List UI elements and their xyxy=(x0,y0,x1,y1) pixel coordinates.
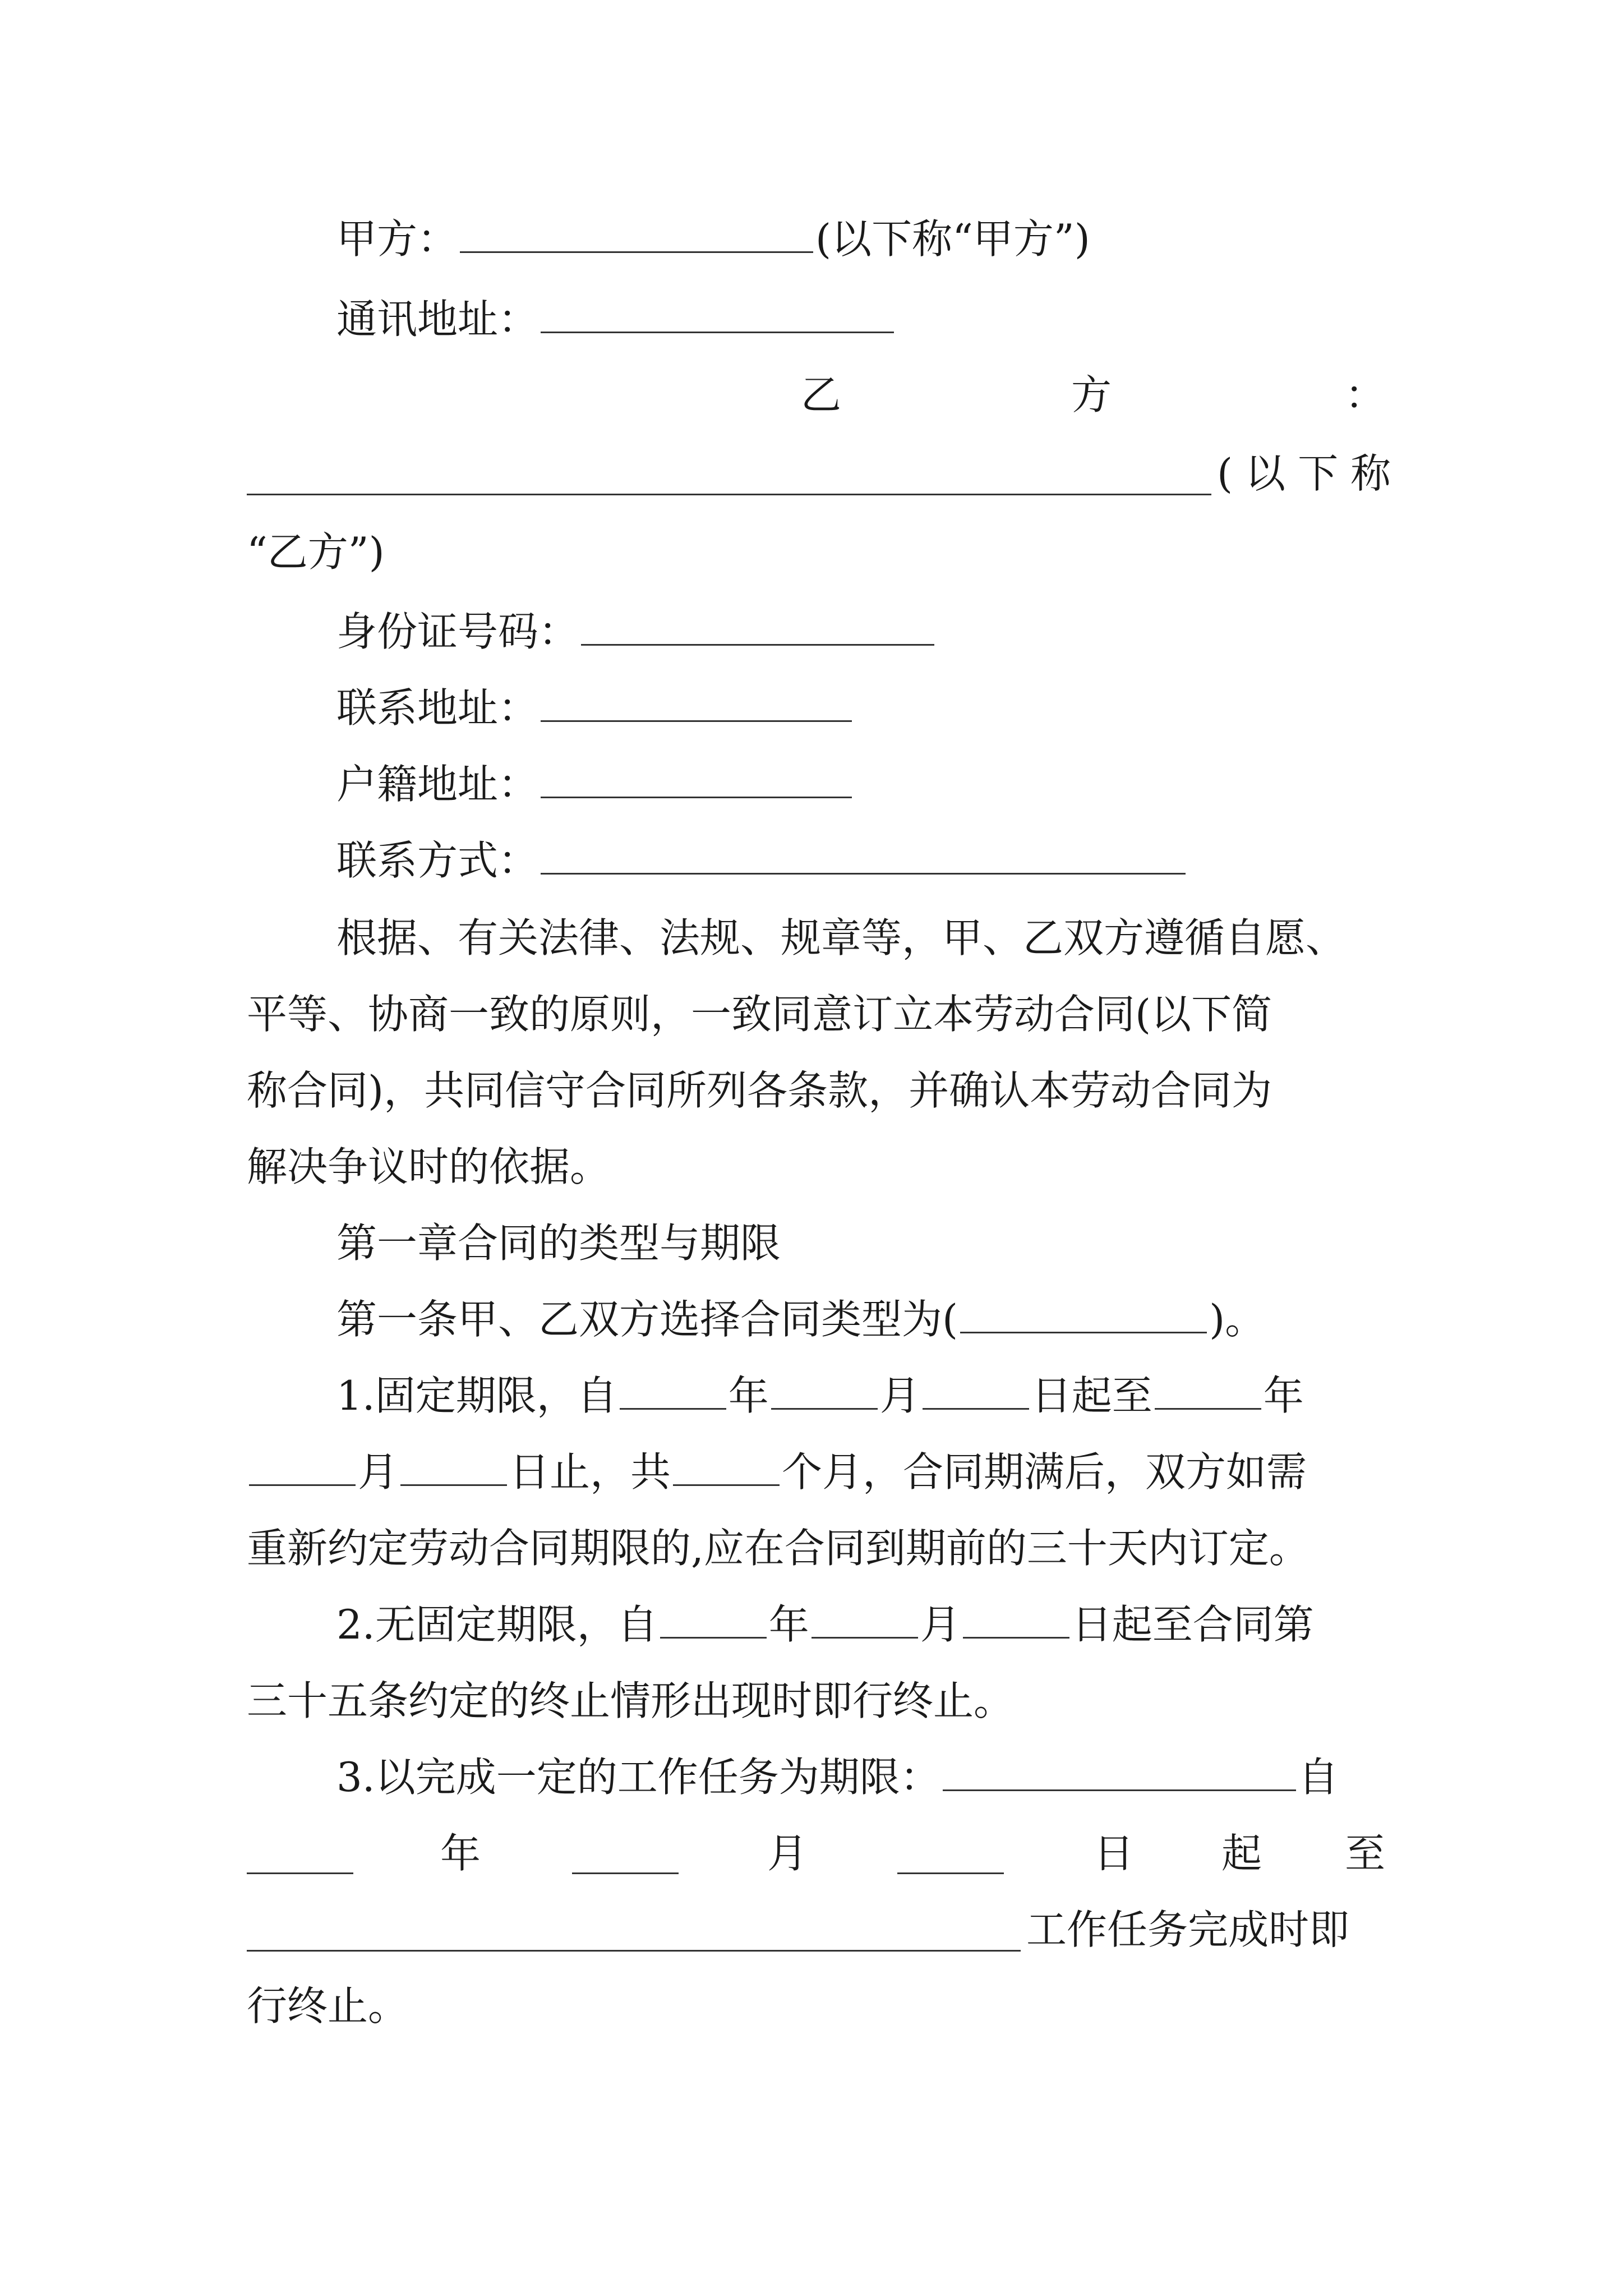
party-b-household-address-label: 户籍地址： xyxy=(336,761,539,808)
item-3-year-field[interactable] xyxy=(247,1872,353,1874)
item-1-end-month-label: 月 xyxy=(358,1448,399,1496)
item-1-line-2 xyxy=(247,1448,1307,1496)
party-b-contact-method-label: 联系方式： xyxy=(336,837,539,884)
item-1-start-year-label: 年 xyxy=(728,1372,769,1419)
item-3-month-field[interactable] xyxy=(572,1872,679,1874)
party-b-household-address-line xyxy=(336,761,854,808)
party-b-colon: ： xyxy=(1345,371,1386,418)
item-2-line-2: 三十五条约定的终止情形出现时即行终止。 xyxy=(247,1677,1015,1724)
item-3-from: 自 xyxy=(1298,1754,1339,1801)
party-a-suffix: (以下称“甲方”) xyxy=(815,215,1090,263)
party-a-line xyxy=(336,215,1090,263)
preamble-line-3: 称合同)，共同信守合同所列各条款，并确认本劳动合同为 xyxy=(247,1067,1272,1114)
party-b-id-field[interactable] xyxy=(581,642,934,646)
party-a-address-label: 通讯地址： xyxy=(336,296,539,343)
item-1-months-field[interactable] xyxy=(673,1482,780,1486)
party-b-contact-address-line xyxy=(336,684,854,731)
item-1-day-to-label: 日止，共 xyxy=(509,1448,671,1496)
item-3-line-1 xyxy=(336,1754,1339,1801)
item-3-month-label: 月 xyxy=(767,1830,808,1877)
item-2-day-field[interactable] xyxy=(963,1635,1069,1639)
preamble-line-2: 平等、协商一致的原则，一致同意订立本劳动合同(以下简 xyxy=(247,991,1272,1038)
item-1-start-month-field[interactable] xyxy=(771,1406,878,1410)
item-2-year-field[interactable] xyxy=(660,1635,767,1639)
item-2-month-field[interactable] xyxy=(811,1635,918,1639)
item-1-line-1 xyxy=(336,1372,1304,1419)
party-b-contact-method-line xyxy=(336,837,1188,884)
item-1-start-month-label: 月 xyxy=(879,1372,920,1419)
item-1-day-from-label: 日起至 xyxy=(1031,1372,1152,1419)
item-3-year-label: 年 xyxy=(440,1830,481,1877)
party-a-label: 甲方： xyxy=(336,215,458,263)
party-b-id-line xyxy=(336,608,937,655)
party-b-contact-address-field[interactable] xyxy=(541,718,852,722)
item-3-zhi-label: 至 xyxy=(1345,1830,1386,1877)
item-2-month-label: 月 xyxy=(920,1601,961,1648)
party-a-address-line xyxy=(336,296,896,343)
preamble-line-1: 根据、有关法律、法规、规章等，甲、乙双方遵循自愿、 xyxy=(336,914,1347,961)
party-b-suffix-tail: “乙方”) xyxy=(247,528,385,576)
item-1-start-year-field[interactable] xyxy=(620,1406,726,1410)
item-3-task-end-field[interactable] xyxy=(247,1950,1021,1952)
item-2-day-tail: 日起至合同第 xyxy=(1071,1601,1314,1648)
party-b-char-1: 乙 xyxy=(801,371,842,418)
item-1-end-year-label: 年 xyxy=(1263,1372,1304,1419)
party-b-id-label: 身份证号码： xyxy=(336,608,579,655)
item-1-end-year-field[interactable] xyxy=(1155,1406,1261,1410)
item-1-start-day-field[interactable] xyxy=(923,1406,1029,1410)
item-3-line-4: 行终止。 xyxy=(247,1982,409,2030)
item-3-day-label: 日 xyxy=(1094,1830,1135,1877)
party-b-contact-method-field[interactable] xyxy=(541,871,1186,875)
article-1-tail: )。 xyxy=(1209,1296,1266,1343)
party-b-name-field[interactable] xyxy=(247,494,1211,495)
contract-type-field[interactable] xyxy=(960,1329,1207,1333)
item-1-months-label: 个月，合同期满后，双方如需 xyxy=(782,1448,1307,1496)
item-1-end-day-field[interactable] xyxy=(400,1482,507,1486)
party-a-name-field[interactable] xyxy=(460,249,813,253)
party-b-suffix-head: (以下称 xyxy=(1217,450,1404,497)
item-2-line-1 xyxy=(336,1601,1314,1648)
chapter-1-title: 第一章合同的类型与期限 xyxy=(336,1220,781,1267)
party-b-household-address-field[interactable] xyxy=(541,794,852,798)
article-1-head: 第一条甲、乙双方选择合同类型为( xyxy=(336,1296,958,1343)
item-3-task-field[interactable] xyxy=(943,1787,1296,1791)
item-3-day-field[interactable] xyxy=(897,1872,1004,1874)
item-1-line-3: 重新约定劳动合同期限的,应在合同到期前的三十天内订定。 xyxy=(247,1525,1310,1572)
party-b-contact-address-label: 联系地址： xyxy=(336,684,539,731)
party-a-address-field[interactable] xyxy=(541,329,894,333)
item-2-prefix: 2.无固定期限，自 xyxy=(336,1601,658,1648)
item-2-year-label: 年 xyxy=(768,1601,809,1648)
item-3-qi-label: 起 xyxy=(1221,1830,1262,1877)
item-3-prefix: 3.以完成一定的工作任务为期限： xyxy=(336,1754,940,1801)
item-1-end-month-field[interactable] xyxy=(249,1482,356,1486)
preamble-line-4: 解决争议时的依据。 xyxy=(247,1143,611,1190)
article-1-line xyxy=(336,1296,1266,1343)
party-b-char-2: 方 xyxy=(1071,371,1112,418)
item-1-prefix: 1.固定期限，自 xyxy=(336,1372,617,1419)
item-3-task-tail: 工作任务完成时即 xyxy=(1026,1906,1350,1953)
